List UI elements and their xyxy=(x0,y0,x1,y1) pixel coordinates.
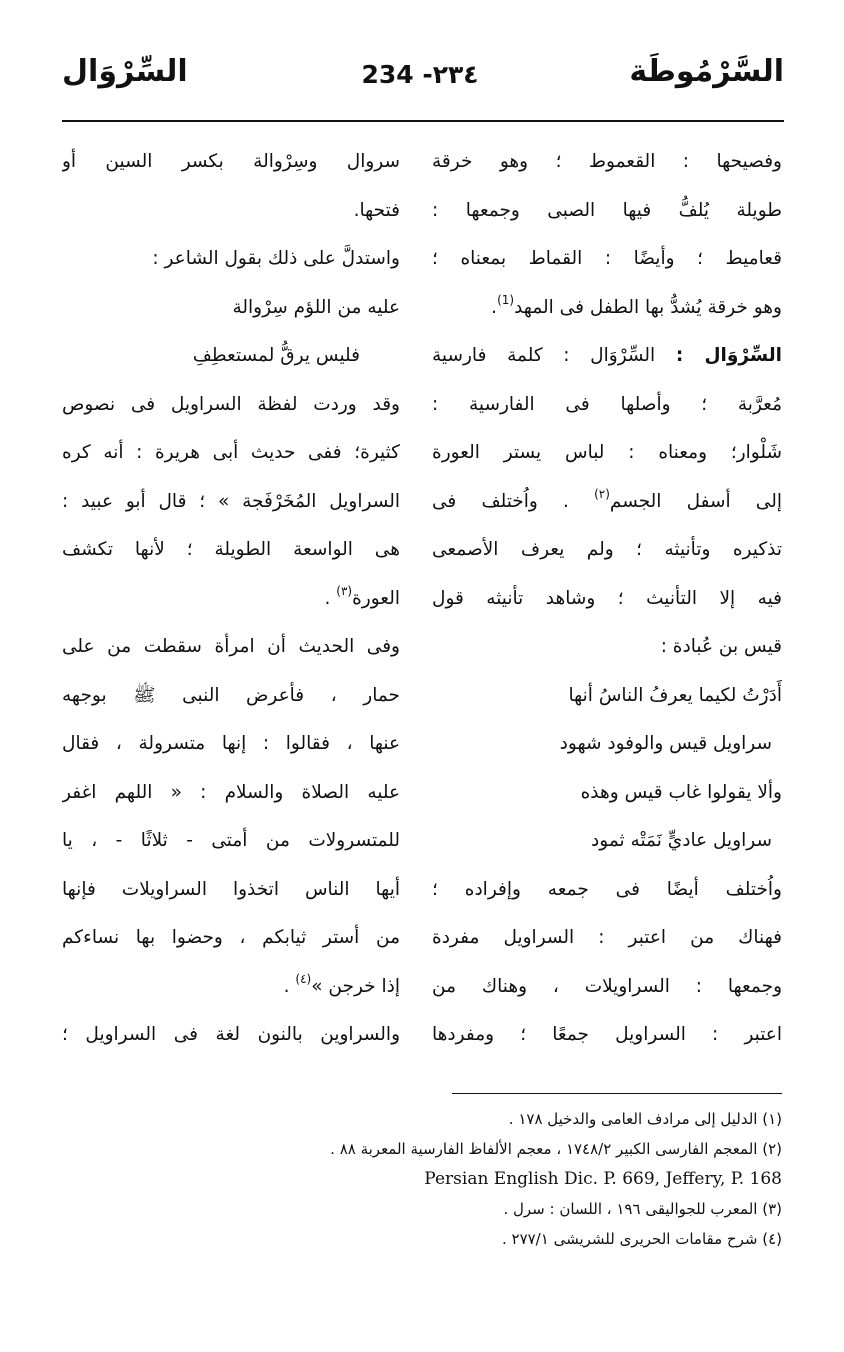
text-segment: وهو خرقة يُشدُّ بها الطفل فى المهد xyxy=(514,296,782,318)
text-segment: السِّرْوَال : كلمة فارسية xyxy=(432,345,676,366)
text-line: للمتسرولات من أمتى - ثلاثًا - ، يا xyxy=(62,830,400,851)
text-segment: العورة xyxy=(352,587,400,609)
text-line: شَلْوار؛ ومعناه : لباس يستر العورة xyxy=(432,442,782,463)
footnotes xyxy=(62,1104,782,1254)
footnote-ref-1[interactable]: (1) xyxy=(497,292,515,307)
text-line: واستدلَّ على ذلك بقول الشاعر : xyxy=(152,248,400,269)
text-segment: . xyxy=(283,975,296,997)
text-line: قيس بن عُبادة : xyxy=(660,636,782,657)
header-rule xyxy=(62,120,784,122)
text-line: فتحها. xyxy=(353,199,400,221)
entry-term: السِّرْوَال : xyxy=(675,345,782,366)
verse-line: سراويل عاديٍّ نَمَتْه ثمود xyxy=(591,830,772,851)
footnote-rule xyxy=(452,1093,782,1094)
text-line: فهناك من اعتبر : السراويل مفردة xyxy=(432,927,782,948)
text-segment: . xyxy=(324,587,337,609)
text-line: هى الواسعة الطويلة ؛ لأنها تكشف xyxy=(62,539,400,560)
text-line xyxy=(432,478,782,527)
right-column xyxy=(432,138,782,1060)
entry-line xyxy=(432,332,782,381)
footnote-2-latin: Persian English Dic. P. 669, Jeffery, P. 168 xyxy=(424,1169,782,1189)
text-line: حمار ، فأعرض النبى ﷺ بوجهه xyxy=(62,684,400,706)
verse-line: أَدَرْتُ لكيما يعرفُ الناسُ أنها xyxy=(568,684,782,706)
text-segment: . واُختلف فى xyxy=(432,490,595,512)
text-line: السراويل المُخَرْفَجة » ؛ قال أبو عبيد : xyxy=(62,490,400,512)
text-line: قعاميط ؛ وأيضًا : القماط بمعناه ؛ xyxy=(432,248,782,269)
text-line: واُختلف أيضًا فى جمعه وإفراده ؛ xyxy=(432,878,782,900)
verse-line: وألا يقولوا غاب قيس وهذه xyxy=(580,781,782,803)
text-line: أيها الناس اتخذوا السراويلات فإنها xyxy=(62,878,400,900)
text-line: سروال وسِرْوالة بكسر السين أو xyxy=(62,151,400,172)
footnote-4: (٤) شرح مقامات الحريرى للشريشى ٢٧٧/١ . xyxy=(501,1230,782,1248)
footnote-ref-4[interactable]: (٤) xyxy=(295,971,312,986)
text-line: فيه إلا التأنيث ؛ وشاهد تأنيثه قول xyxy=(432,587,782,609)
running-head-left: السِّرْوَال xyxy=(62,54,188,89)
verse-line: عليه من اللؤم سِرْوالة xyxy=(232,296,400,318)
text-line: عنها ، فقالوا : إنها متسرولة ، فقال xyxy=(62,733,400,754)
text-line: اعتبر : السراويل جمعًا ؛ ومفردها xyxy=(432,1024,782,1045)
text-line: وهو خرقة يُشدُّ بها الطفل فى المهد$^{(1)}$. xyxy=(491,292,782,318)
text-line: وقد وردت لفظة السراويل فى نصوص xyxy=(62,393,400,415)
text-line: وجمعها : السراويلات ، وهناك من xyxy=(432,975,782,997)
left-column xyxy=(62,138,400,1060)
text-segment: إذا خرجن » xyxy=(311,975,400,997)
footnote-ref-2[interactable]: (٢) xyxy=(594,486,610,501)
text-line: وفى الحديث أن امرأة سقطت من على xyxy=(62,636,400,657)
text-line: مُعرَّبة ؛ وأصلها فى الفارسية : xyxy=(432,393,782,415)
page-number: 234 -٢٣٤ xyxy=(361,60,479,89)
footnote-2: (٢) المعجم الفارسى الكبير ١٧٤٨/٢ ، معجم الألفاظ الفارسية المعربة ٨٨ . xyxy=(330,1140,782,1158)
footnote-3: (٣) المعرب للجواليقى ١٩٦ ، اللسان : سرل . xyxy=(503,1200,782,1218)
text-line xyxy=(62,963,400,1012)
verse-line: سراويل قيس والوفود شهود xyxy=(559,733,772,754)
text-line: عليه الصلاة والسلام : « اللهم اغفر xyxy=(62,781,400,803)
footnote-ref-3[interactable]: (٣) xyxy=(336,583,353,598)
text-line: طويلة يُلفُّ فيها الصبى وجمعها : xyxy=(432,199,782,221)
text-line: كثيرة؛ ففى حديث أبى هريرة : أنه كره xyxy=(62,442,400,463)
text-line xyxy=(62,575,400,624)
text-line: والسراوين بالنون لغة فى السراويل ؛ xyxy=(62,1024,400,1045)
text-line: وفصيحها : القعموط ؛ وهو خرقة xyxy=(432,151,782,172)
text-segment: إلى أسفل الجسم xyxy=(609,490,782,512)
verse-line: فليس يرقُّ لمستعطِفِ xyxy=(192,345,360,366)
footnote-1: (١) الدليل إلى مرادف العامى والدخيل ١٧٨ . xyxy=(508,1110,782,1128)
running-head-right: السَّرْمُوطَة xyxy=(629,54,784,89)
text-line: تذكيره وتأنيثه ؛ ولم يعرف الأصمعى xyxy=(432,539,782,560)
text-line: من أستر ثيابكم ، وحضوا بها نساءكم xyxy=(62,927,400,948)
